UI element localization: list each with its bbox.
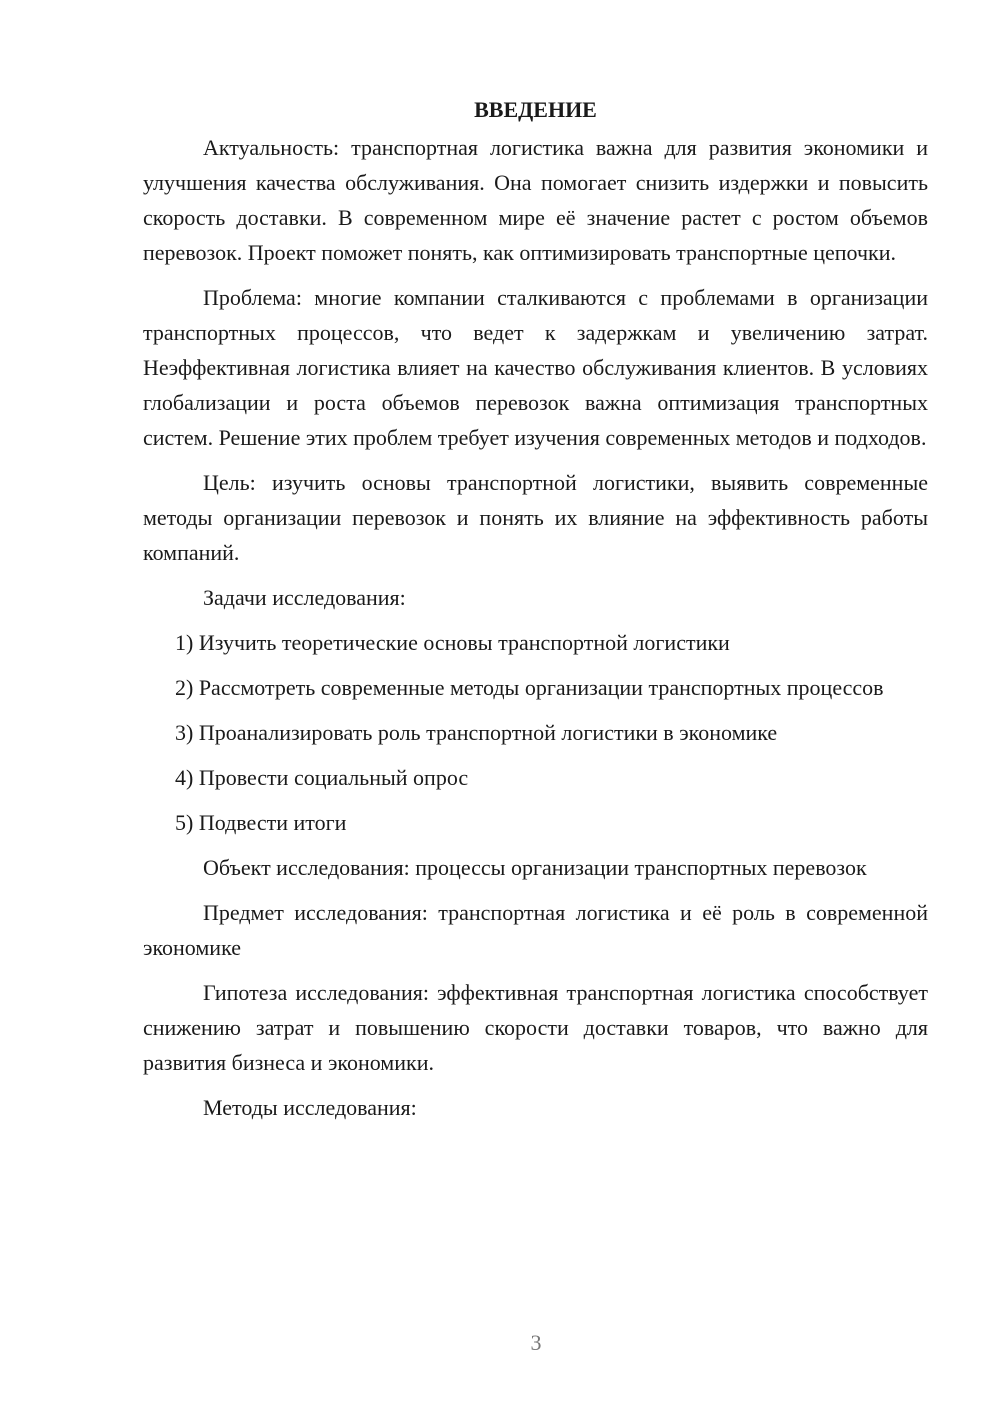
task-item-4: 4) Провести социальный опрос (175, 765, 469, 790)
goal-paragraph: Цель: изучить основы транспортной логистики, выявить современные методы организации перевозок и понять их влияние на эффективность работы компаний. (143, 470, 928, 565)
task-item-3: 3) Проанализировать роль транспортной логистики в экономике (175, 720, 778, 745)
tasks-title: Задачи исследования: (203, 585, 406, 610)
task-item-5: 5) Подвести итоги (175, 810, 347, 835)
hypothesis-paragraph: Гипотеза исследования: эффективная транспортная логистика способствует снижению затрат и повышению скорости доставки товаров, что важно для развития бизнеса и экономики. (143, 980, 928, 1075)
subject-paragraph: Предмет исследования: транспортная логистика и её роль в современной экономике (143, 900, 928, 960)
document-page (143, 92, 928, 1135)
methods-title: Методы исследования: (203, 1095, 417, 1120)
page-number: 3 (530, 1330, 542, 1355)
problem-paragraph: Проблема: многие компании сталкиваются с проблемами в организации транспортных процессов, что ведет к задержкам и увеличению затрат. Неэффективная логистика влияет на качество обслуживания клиентов. В условиях глобализации и роста объемов перевозок важна оптимизация транспортных систем. Решение этих проблем требует изучения современных методов и подходов. (143, 285, 928, 450)
task-item-2: 2) Рассмотреть современные методы организации транспортных процессов (175, 675, 884, 700)
relevance-paragraph: Актуальность: транспортная логистика важна для развития экономики и улучшения качества обслуживания. Она помогает снизить издержки и повысить скорость доставки. В современном мире её значение растет с ростом объемов перевозок. Проект поможет понять, как оптимизировать транспортные цепочки. (143, 135, 928, 265)
task-item-1: 1) Изучить теоретические основы транспортной логистики (175, 630, 730, 655)
object-paragraph: Объект исследования: процессы организации транспортных перевозок (203, 855, 867, 880)
section-heading: ВВЕДЕНИЕ (474, 97, 597, 122)
